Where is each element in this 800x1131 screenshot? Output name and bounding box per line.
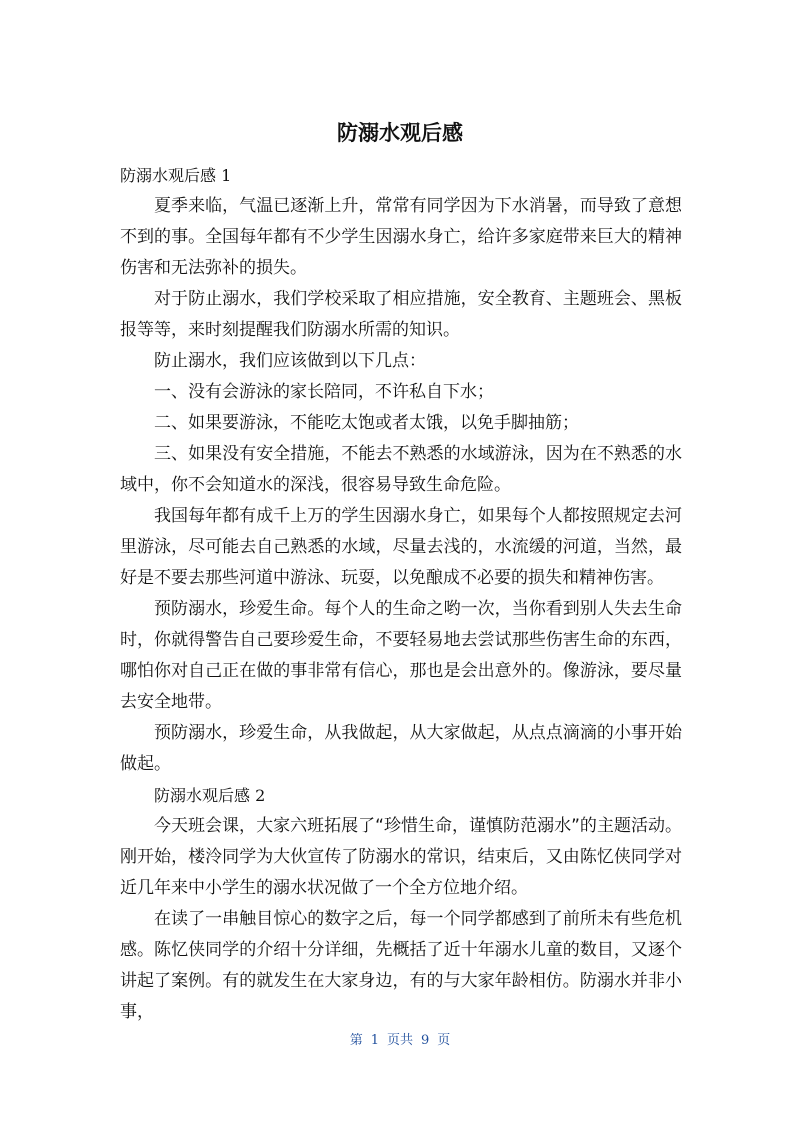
body-paragraph: 一、没有会游泳的家长陪同，不许私自下水；: [154, 382, 494, 402]
footer-word-page-total: 页共: [386, 1033, 413, 1048]
body-paragraph: 在读了一串触目惊心的数字之后，每一个同学都感到了前所未有些危机感。陈忆侠同学的介绍十分详细，先概括了近十年溺水儿童的数目，又逐个讲起了案例。有的就发生在大家身边，有的与大家年龄相仿。防溺水并非小事，: [120, 909, 682, 1022]
body-paragraph: 夏季来临，气温已逐渐上升，常常有同学因为下水消暑，而导致了意想不到的事。全国每年都有不少学生因溺水身亡，给许多家庭带来巨大的精神伤害和无法弥补的损失。: [120, 196, 682, 278]
body-paragraph: 预防溺水，珍爱生命，从我做起，从大家做起，从点点滴滴的小事开始做起。: [120, 723, 682, 774]
footer-current-page: 1: [370, 1033, 379, 1048]
footer-total-pages: 9: [421, 1033, 430, 1048]
page-footer: [0, 1032, 800, 1050]
body-paragraph: 我国每年都有成千上万的学生因溺水身亡，如果每个人都按照规定去河里游泳，尽可能去自己熟悉的水域，尽量去浅的，水流缓的河道，当然，最好是不要去那些河道中游泳、玩耍，以免酿成不必要的损失和精神伤害。: [120, 506, 682, 588]
document-title: 防溺水观后感: [337, 121, 463, 145]
body-paragraph: 防止溺水，我们应该做到以下几点：: [154, 351, 426, 371]
footer-word-page: 第: [349, 1033, 363, 1048]
section-heading: 防溺水观后感 2: [154, 786, 266, 805]
footer-word-end: 页: [437, 1033, 451, 1048]
body-paragraph: 三、如果没有安全措施，不能去不熟悉的水域游泳，因为在不熟悉的水域中，你不会知道水的深浅，很容易导致生命危险。: [120, 444, 682, 495]
body-paragraph: 对于防止溺水，我们学校采取了相应措施，安全教育、主题班会、黑板报等等，来时刻提醒我们防溺水所需的知识。: [120, 289, 682, 340]
body-paragraph: 二、如果要游泳，不能吃太饱或者太饿，以免手脚抽筋；: [154, 413, 579, 433]
document-body: [120, 160, 682, 1028]
body-paragraph: 预防溺水，珍爱生命。每个人的生命之哟一次，当你看到别人失去生命时，你就得警告自己要珍爱生命，不要轻易地去尝试那些伤害生命的东西，哪怕你对自己正在做的事非常有信心，那也是会出意外的。像游泳，要尽量去安全地带。: [120, 599, 682, 712]
body-paragraph: 今天班会课，大家六班拓展了“珍惜生命，谨慎防范溺水”的主题活动。刚开始，楼泠同学为大伙宣传了防溺水的常识，结束后，又由陈忆侠同学对近几年来中小学生的溺水状况做了一个全方位地介绍。: [120, 816, 682, 898]
section-heading: 防溺水观后感 1: [120, 166, 232, 185]
